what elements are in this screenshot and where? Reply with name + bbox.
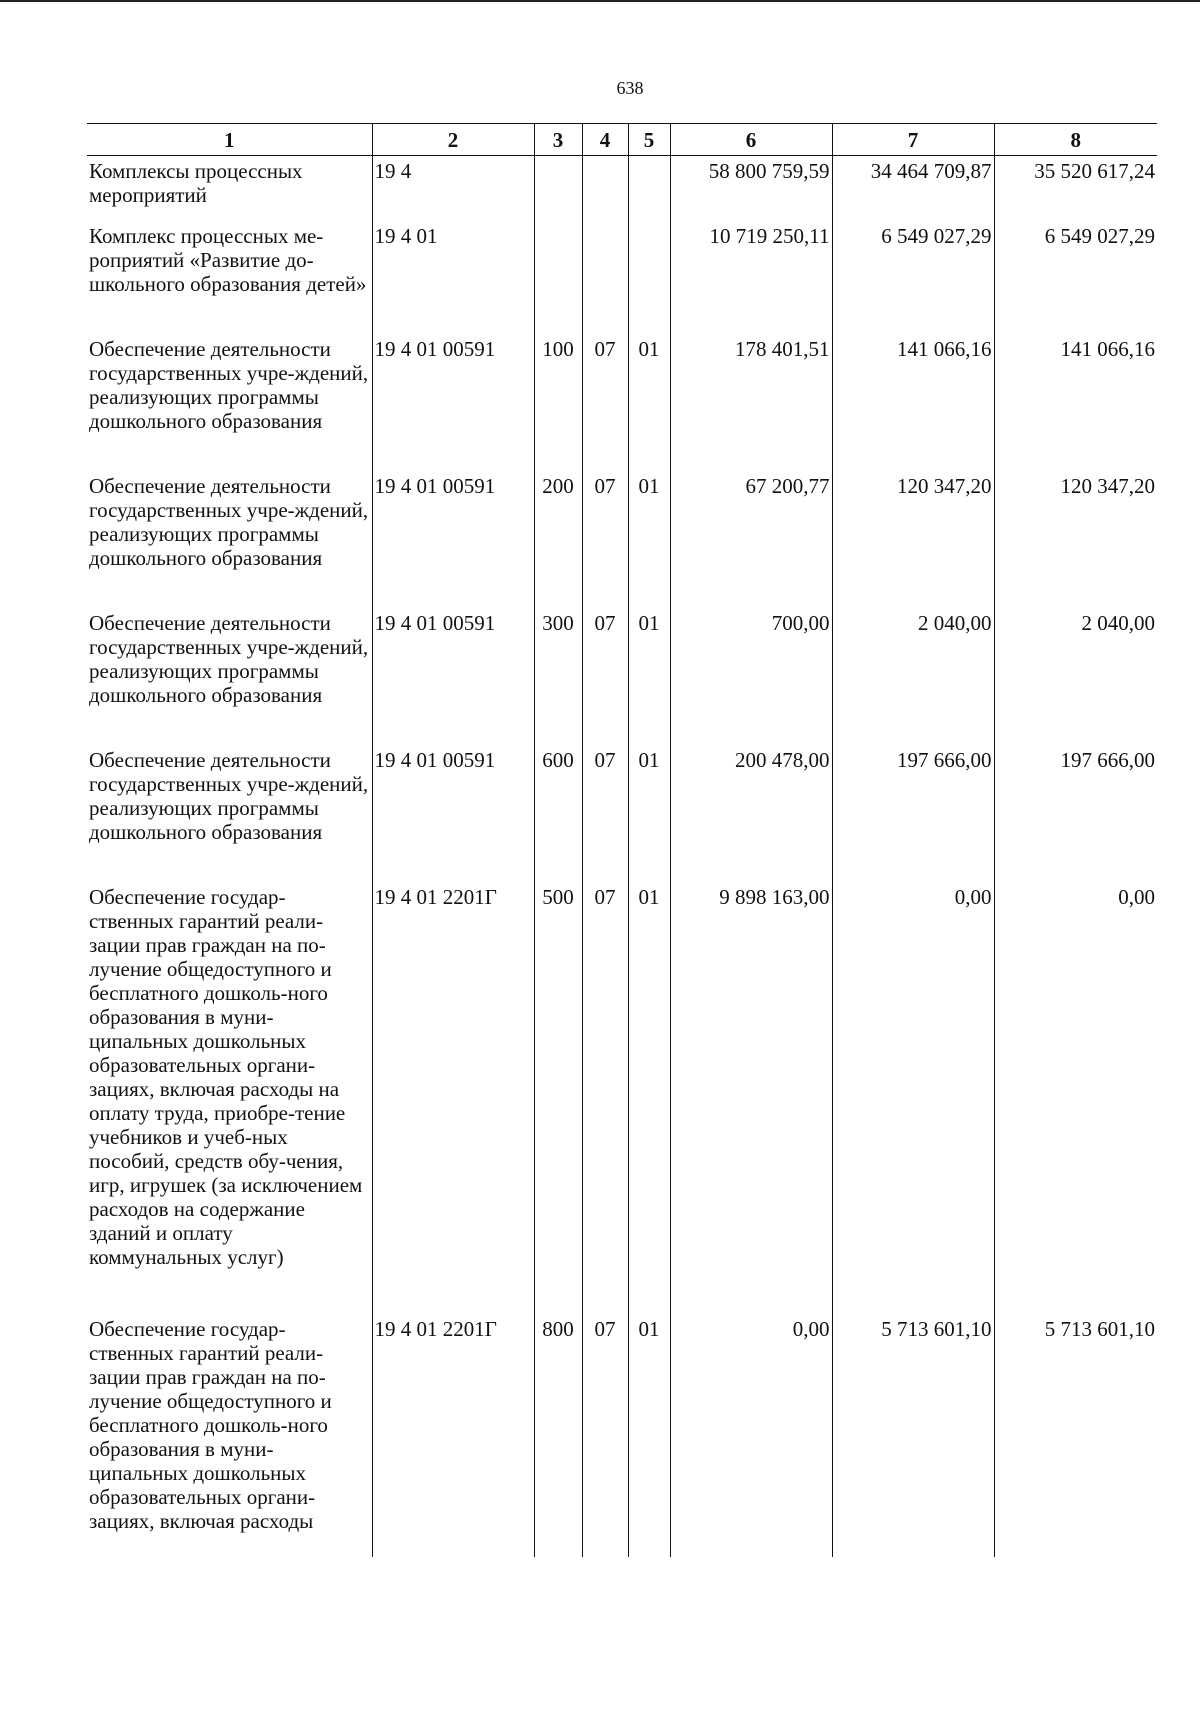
row-value-col7: 6 549 027,29	[832, 223, 994, 336]
table-row	[87, 1316, 1157, 1557]
row-col5: 01	[628, 884, 670, 1316]
row-code: 19 4 01 00591	[372, 473, 534, 610]
row-col4: 07	[582, 336, 628, 473]
table-row	[87, 884, 1157, 1316]
row-value-col8: 120 347,20	[994, 473, 1157, 610]
table-row	[87, 473, 1157, 610]
table-row	[87, 336, 1157, 473]
row-value-col7: 5 713 601,10	[832, 1316, 994, 1557]
row-name: Обеспечение деятельности государственных учре-ждений, реализующих программы дошкольного образования	[89, 337, 369, 433]
row-col3	[534, 223, 582, 336]
row-value-col6: 700,00	[670, 610, 832, 747]
row-name: Обеспечение государ-ственных гарантий реали-зации прав граждан на по-лучение общедоступного и бесплатного дошколь-ного образования в муни-ципальных дошкольных образовательных органи-зациях, включая расходы на оплату труда, приобре-тение учебников и учеб-ных пособий, средств обу-чения, игр, игрушек (за исключением расходов на содержание зданий и оплату коммунальных услуг)	[89, 885, 363, 1269]
row-col5	[628, 156, 670, 224]
column-header: 7	[832, 124, 994, 156]
scan-top-edge	[0, 0, 1200, 2]
row-code: 19 4 01 00591	[372, 610, 534, 747]
row-value-col6: 200 478,00	[670, 747, 832, 884]
page-number: 638	[616, 78, 644, 98]
row-value-col7: 197 666,00	[832, 747, 994, 884]
row-code: 19 4 01	[372, 223, 534, 336]
row-value-col6: 178 401,51	[670, 336, 832, 473]
row-code: 19 4 01 00591	[372, 336, 534, 473]
column-header: 2	[372, 124, 534, 156]
row-col4: 07	[582, 747, 628, 884]
table-row	[87, 610, 1157, 747]
row-value-col6: 67 200,77	[670, 473, 832, 610]
row-col5: 01	[628, 336, 670, 473]
budget-table	[87, 123, 1157, 1557]
row-value-col6: 10 719 250,11	[670, 223, 832, 336]
row-value-col7: 0,00	[832, 884, 994, 1316]
table-row	[87, 747, 1157, 884]
row-col3: 600	[534, 747, 582, 884]
row-value-col7: 34 464 709,87	[832, 156, 994, 224]
column-header: 6	[670, 124, 832, 156]
row-col3	[534, 156, 582, 224]
table-row	[87, 156, 1157, 224]
row-value-col6: 58 800 759,59	[670, 156, 832, 224]
row-col5: 01	[628, 610, 670, 747]
column-header: 1	[87, 124, 372, 156]
row-col5: 01	[628, 1316, 670, 1557]
table-header-row	[87, 124, 1157, 156]
row-name: Обеспечение деятельности государственных учре-ждений, реализующих программы дошкольного образования	[89, 748, 369, 844]
row-col3: 800	[534, 1316, 582, 1557]
row-value-col8: 197 666,00	[994, 747, 1157, 884]
row-value-col8: 5 713 601,10	[994, 1316, 1157, 1557]
row-col4: 07	[582, 884, 628, 1316]
column-header: 4	[582, 124, 628, 156]
column-header: 3	[534, 124, 582, 156]
row-code: 19 4 01 2201Г	[372, 1316, 534, 1557]
row-value-col8: 0,00	[994, 884, 1157, 1316]
row-name: Комплексы процессных мероприятий	[89, 159, 303, 207]
row-value-col7: 120 347,20	[832, 473, 994, 610]
row-col4: 07	[582, 473, 628, 610]
row-col5	[628, 223, 670, 336]
row-col4: 07	[582, 610, 628, 747]
column-header: 5	[628, 124, 670, 156]
row-value-col8: 141 066,16	[994, 336, 1157, 473]
row-value-col7: 141 066,16	[832, 336, 994, 473]
row-name: Комплекс процессных ме-роприятий «Развитие до-школьного образования детей»	[89, 224, 367, 296]
row-col4: 07	[582, 1316, 628, 1557]
row-code: 19 4 01 00591	[372, 747, 534, 884]
row-col5: 01	[628, 473, 670, 610]
row-col4	[582, 223, 628, 336]
table-row	[87, 223, 1157, 336]
row-col3: 100	[534, 336, 582, 473]
row-value-col6: 0,00	[670, 1316, 832, 1557]
row-value-col7: 2 040,00	[832, 610, 994, 747]
row-col3: 300	[534, 610, 582, 747]
row-col3: 200	[534, 473, 582, 610]
row-col4	[582, 156, 628, 224]
row-col3: 500	[534, 884, 582, 1316]
column-header: 8	[994, 124, 1157, 156]
row-value-col8: 6 549 027,29	[994, 223, 1157, 336]
row-name: Обеспечение деятельности государственных учре-ждений, реализующих программы дошкольного образования	[89, 474, 369, 570]
row-code: 19 4	[372, 156, 534, 224]
row-code: 19 4 01 2201Г	[372, 884, 534, 1316]
row-value-col8: 2 040,00	[994, 610, 1157, 747]
row-col5: 01	[628, 747, 670, 884]
row-value-col6: 9 898 163,00	[670, 884, 832, 1316]
row-name: Обеспечение государ-ственных гарантий реали-зации прав граждан на по-лучение общедоступного и бесплатного дошколь-ного образования в муни-ципальных дошкольных образовательных органи-зациях, включая расходы	[89, 1317, 332, 1533]
row-value-col8: 35 520 617,24	[994, 156, 1157, 224]
row-name: Обеспечение деятельности государственных учре-ждений, реализующих программы дошкольного образования	[89, 611, 369, 707]
